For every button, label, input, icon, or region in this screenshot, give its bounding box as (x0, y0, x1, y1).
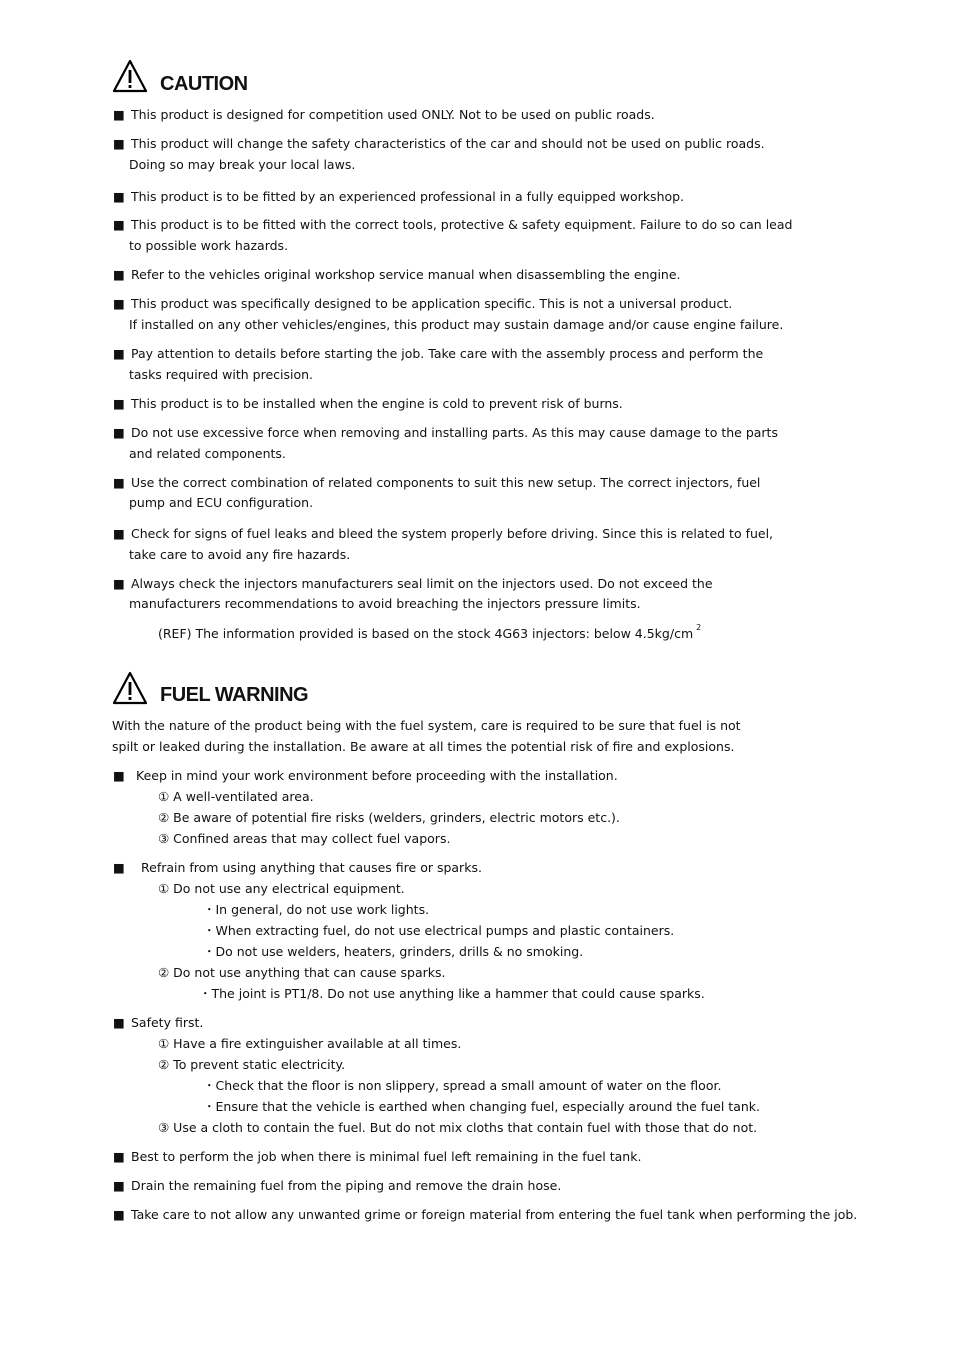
list-bullet: ■ (113, 1207, 125, 1222)
list-bullet: ■ (113, 576, 125, 591)
list-bullet: ■ (113, 136, 125, 151)
block1-item-1: ① A well-ventilated area. (158, 789, 314, 804)
caution-item-9: Do not use excessive force when removing and installing parts. As this may cause damage to the parts (131, 425, 778, 440)
list-bullet: ■ (113, 425, 125, 440)
list-bullet: ■ (113, 1149, 125, 1164)
block2-item-1-sub-2: ・When extracting fuel, do not use electrical pumps and plastic containers. (203, 923, 675, 938)
ref-note (158, 620, 701, 641)
list-bullet: ■ (113, 475, 125, 490)
warning-triangle-icon (112, 671, 148, 705)
caution-item-1: This product is designed for competition used ONLY. Not to be used on public roads. (131, 107, 655, 122)
block3-item-1: ① Have a fire extinguisher available at all times. (158, 1036, 462, 1051)
final-item-1: Best to perform the job when there is minimal fuel left remaining in the fuel tank. (131, 1149, 642, 1164)
block1-title: Keep in mind your work environment before proceeding with the installation. (136, 768, 618, 783)
caution-item-6: This product was specifically designed to be application specific. This is not a universal product. (131, 296, 733, 311)
warning-triangle-icon (112, 59, 148, 93)
caution-item-4: This product is to be fitted with the correct tools, protective & safety equipment. Failure to do so can lead (131, 217, 793, 232)
block1-item-2: ② Be aware of potential fire risks (welders, grinders, electric motors etc.). (158, 810, 620, 825)
list-bullet: ■ (113, 526, 125, 541)
list-bullet: ■ (113, 189, 125, 204)
list-bullet: ■ (113, 1015, 125, 1030)
list-bullet: ■ (113, 296, 125, 311)
block2-item-2-sub-1: ・The joint is PT1/8. Do not use anything like a hammer that could cause sparks. (199, 986, 705, 1001)
fuel-intro-line-1: With the nature of the product being with the fuel system, care is required to be sure that fuel is not (112, 718, 741, 733)
block3-item-2: ② To prevent static electricity. (158, 1057, 346, 1072)
ref-note-text: (REF) The information provided is based on the stock 4G63 injectors: below 4.5kg/cm (158, 626, 694, 641)
block2-item-1-sub-3: ・Do not use welders, heaters, grinders, drills & no smoking. (203, 944, 584, 959)
caution-item-7: Pay attention to details before starting the job. Take care with the assembly process and perform the (131, 346, 764, 361)
block3-item-2-sub-2: ・Ensure that the vehicle is earthed when changing fuel, especially around the fuel tank. (203, 1099, 760, 1114)
list-bullet: ■ (113, 217, 125, 232)
list-bullet: ■ (113, 768, 125, 783)
block2-item-1-sub-1: ・In general, do not use work lights. (203, 902, 430, 917)
ref-note-superscript: 2 (696, 623, 702, 632)
final-item-2: Drain the remaining fuel from the piping and remove the drain hose. (131, 1178, 562, 1193)
block3-title: Safety first. (131, 1015, 204, 1030)
block1-item-3: ③ Confined areas that may collect fuel vapors. (158, 831, 451, 846)
caution-item-9-cont: and related components. (129, 446, 286, 461)
block2-title: Refrain from using anything that causes fire or sparks. (141, 860, 482, 875)
caution-item-10: Use the correct combination of related components to suit this new setup. The correct injectors, fuel (131, 475, 761, 490)
caution-title: CAUTION (160, 73, 248, 95)
caution-item-5: Refer to the vehicles original workshop service manual when disassembling the engine. (131, 267, 681, 282)
caution-item-8: This product is to be installed when the engine is cold to prevent risk of burns. (131, 396, 623, 411)
fuel-warning-title: FUEL WARNING (160, 684, 309, 706)
caution-item-3: This product is to be fitted by an experienced professional in a fully equipped workshop. (131, 189, 685, 204)
caution-item-2: This product will change the safety characteristics of the car and should not be used on public roads. (131, 136, 765, 151)
block2-item-2: ② Do not use anything that can cause sparks. (158, 965, 446, 980)
list-bullet: ■ (113, 396, 125, 411)
final-item-3: Take care to not allow any unwanted grime or foreign material from entering the fuel tank when performing the job. (131, 1207, 858, 1222)
caution-item-12: Always check the injectors manufacturers seal limit on the injectors used. Do not exceed the (131, 576, 713, 591)
caution-item-4-cont: to possible work hazards. (129, 238, 289, 253)
fuel-intro-line-2: spilt or leaked during the installation. Be aware at all times the potential risk of fire and explosions. (112, 739, 735, 754)
block3-item-3: ③ Use a cloth to contain the fuel. But do not mix cloths that contain fuel with those that do not. (158, 1120, 758, 1135)
caution-item-7-cont: tasks required with precision. (129, 367, 314, 382)
caution-item-6-cont: If installed on any other vehicles/engines, this product may sustain damage and/or cause engine failure. (129, 317, 784, 332)
list-bullet: ■ (113, 107, 125, 122)
list-bullet: ■ (113, 1178, 125, 1193)
caution-item-2-cont: Doing so may break your local laws. (129, 157, 356, 172)
list-bullet: ■ (113, 346, 125, 361)
list-bullet: ■ (113, 267, 125, 282)
block2-item-1: ① Do not use any electrical equipment. (158, 881, 405, 896)
list-bullet: ■ (113, 860, 125, 875)
block3-item-2-sub-1: ・Check that the floor is non slippery, spread a small amount of water on the floor. (203, 1078, 722, 1093)
caution-item-10-cont: pump and ECU configuration. (129, 495, 314, 510)
caution-item-11-cont: take care to avoid any fire hazards. (129, 547, 351, 562)
caution-item-12-cont: manufacturers recommendations to avoid breaching the injectors pressure limits. (129, 596, 641, 611)
caution-item-11: Check for signs of fuel leaks and bleed the system properly before driving. Since this is related to fuel, (131, 526, 774, 541)
